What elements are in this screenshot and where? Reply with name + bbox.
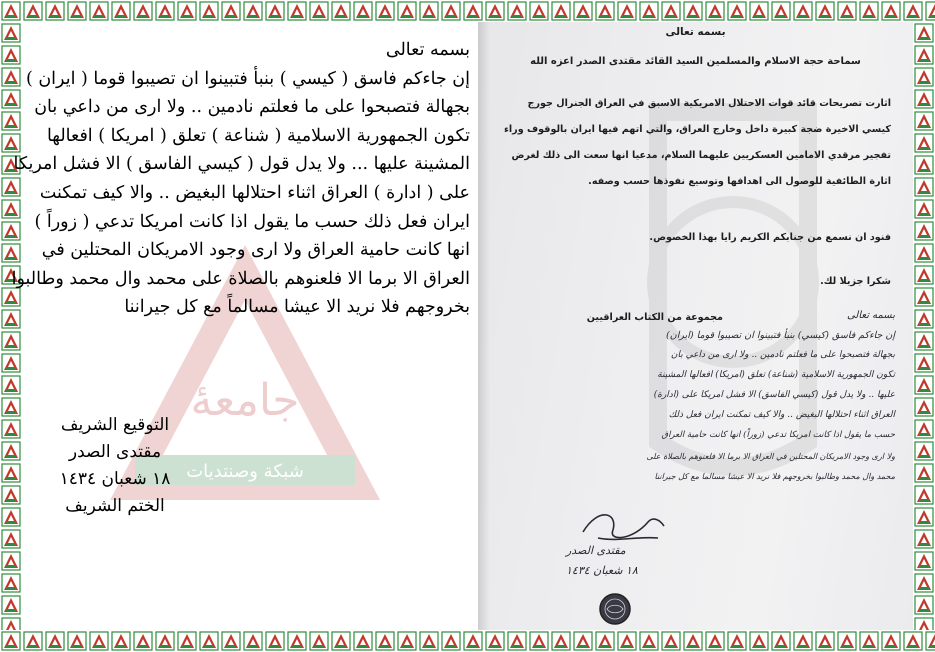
transcript-line: انها كانت حامية العراق ولا ارى وجود الامريكان المحتلين في	[41, 240, 470, 261]
letter-salutation: سماحة حجة الاسلام والمسلمين السيد القائد مقتدى الصدر اعزه الله	[530, 56, 861, 67]
letter-hand-line: محمد وال محمد وطالبوا بخروجهم فلا نريد الا عيشا مسالما مع كل جيراننا	[654, 472, 895, 481]
letter-sender: مجموعة من الكتاب العراقيين	[586, 312, 723, 323]
transcript-line: ايران فعل ذلك حسب ما يقول اذا كانت امريكا تدعي ( زوراً )	[34, 211, 470, 232]
letter-heading: بسمه تعالى	[665, 26, 726, 38]
transcription	[11, 36, 470, 322]
watermark-main-text: جامعهٔ	[190, 375, 300, 426]
letter-body-line: اثارت تصريحات قائد قوات الاحتلال الامريكية الاسبق في العراق الجنرال جورج	[527, 98, 891, 109]
letter-body-line: تفجير مرقدي الامامين العسكريين عليهما السلام، مدعيا انها سعت الى ذلك لغرض	[511, 150, 891, 161]
transcript-line: العراق الا برما الا فلعنوهم بالصلاة على محمد وال محمد وطالبوا	[11, 268, 470, 289]
transcript-line: إن جاءكم فاسق ( كيسي ) بنبأ فتبينوا ان تصيبوا قوما ( ايران )	[25, 68, 470, 89]
handwritten-signature	[578, 502, 668, 547]
transcript-line: على ( ادارة ) العراق اثناء احتلالها البغيض .. والا كيف تمكنت	[39, 182, 470, 203]
letter-body-line: فنود ان نسمع من جنابكم الكريم رايا بهذا الخصوص.	[649, 232, 891, 243]
letter-hand-line: تكون الجمهورية الاسلامية (شناعة) تعلق (امريكا) افعالها المشينة	[657, 370, 895, 380]
letter-hand-signature-date: ١٨ شعبان ١٤٣٤	[566, 564, 638, 577]
letter-thanks: شكرا جزيلا لك.	[820, 276, 891, 287]
watermark-banner-text: شبكة وصنتديات	[186, 461, 304, 482]
transcript-line: تكون الجمهورية الاسلامية ( شناعة ) تعلق ( امريكا ) افعالها	[46, 125, 470, 146]
letter-hand-heading: بسمه تعالى	[846, 310, 895, 321]
signature-line: مقتدى الصدر	[68, 442, 162, 462]
letter-hand-signature-name: مقتدى الصدر	[566, 544, 626, 557]
transcript-line: بسمه تعالى	[385, 40, 470, 60]
signature-block	[40, 412, 190, 520]
letter-hand-line: ولا ارى وجود الامريكان المحتلين في العراق الا برما الا فلعنوهم بالصلاة على	[646, 452, 895, 461]
signature-line: ١٨ شعبان ١٤٣٤	[59, 469, 171, 489]
decorative-border-left	[0, 22, 22, 630]
letter-watermark	[478, 22, 913, 630]
transcript-line: بخروجهم فلا نريد الا عيشا مسالماً مع كل جيراننا	[124, 297, 470, 318]
decorative-border-right	[913, 22, 935, 630]
decorative-border-top	[0, 0, 935, 22]
letter-body-line: اثارة الطائفية للوصول الى اهدافها وتوسيع نفوذها حسب وصفه.	[588, 176, 891, 187]
letter-hand-line: العراق اثناء احتلالها البغيض .. والا كيف تمكنت ايران فعل ذلك	[668, 410, 895, 420]
letter-hand-line: بجهالة فتصبحوا على ما فعلتم نادمين .. ولا ارى من داعي بان	[670, 350, 895, 360]
letter-hand-line: حسب ما يقول اذا كانت امريكا تدعي (زوراً) انها كانت حامية العراق	[661, 430, 895, 440]
signature-line: التوقيع الشريف	[60, 415, 170, 435]
transcript-line: المشينة عليها ... ولا يدل قول ( كيسي الفاسق ) الا فشل امريكا	[13, 154, 470, 175]
decorative-border-bottom	[0, 630, 935, 652]
transcript-line: بجهالة فتصبحوا على ما فعلتم نادمين .. ولا ارى من داعي بان	[34, 97, 470, 118]
letter-body-line: كيسي الاخيرة ضجة كبيرة داخل وخارج العراق، والتي اتهم فيها ايران بالوقوف وراء	[503, 124, 891, 135]
letter-hand-line: إن جاءكم فاسق (كيسي) بنبأ فتبينوا ان تصيبوا قوما (ايران)	[666, 330, 895, 341]
signature-line: الختم الشريف	[65, 496, 165, 516]
official-seal	[598, 592, 632, 626]
letter-photo	[478, 22, 913, 630]
letter-hand-line: عليها .. ولا يدل قول (كيسي الفاسق) الا فشل امريكا على (ادارة)	[653, 390, 895, 400]
